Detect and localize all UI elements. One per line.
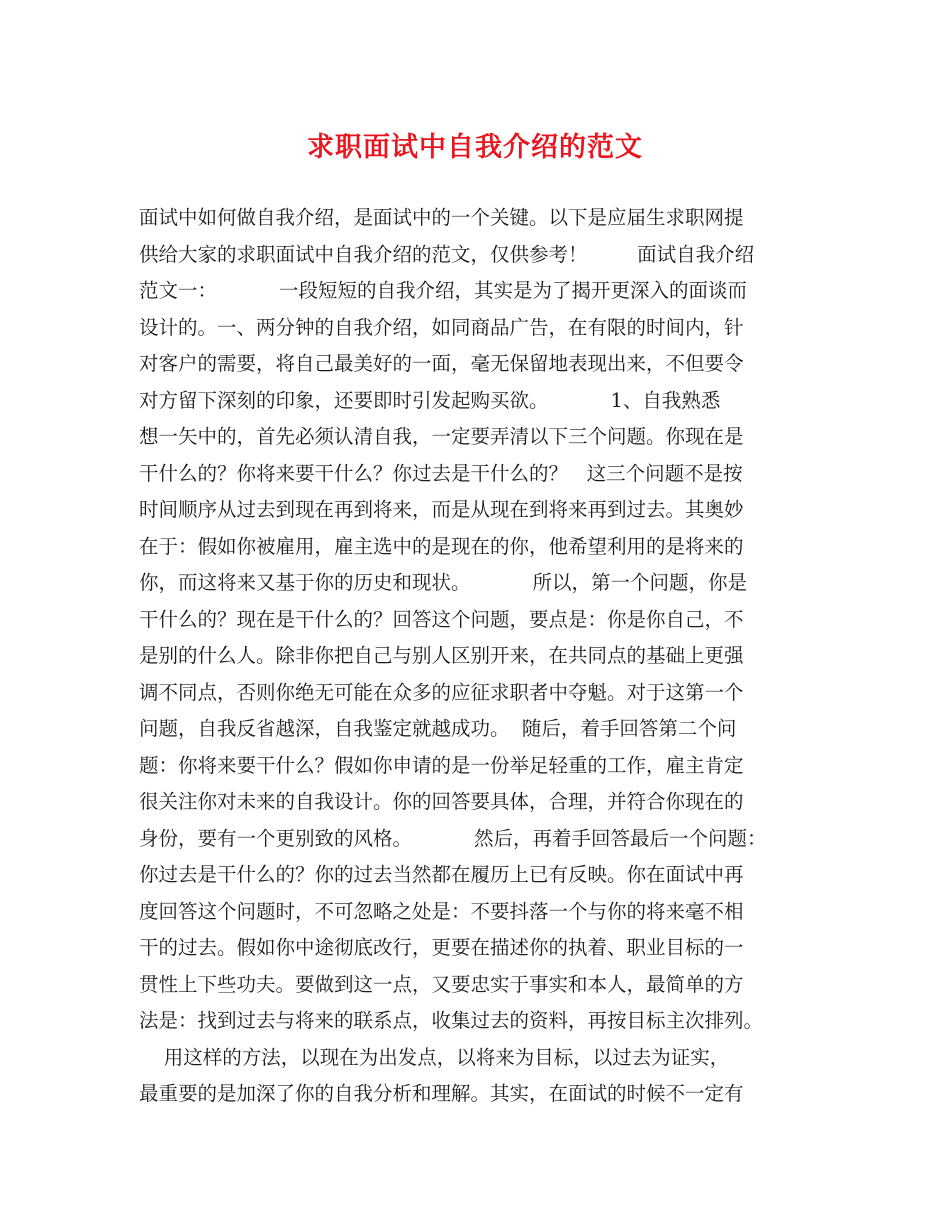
- body-line: 你，而这将来又基于你的历史和现状。 所以，第一个问题，你是: [139, 571, 747, 594]
- body-line: 很关注你对未来的自我设计。你的回答要具体，合理，并符合你现在的: [139, 790, 744, 813]
- body-line: 问题，自我反省越深，自我鉴定就越成功。 随后，着手回答第二个问: [139, 717, 737, 740]
- body-line: 身份，要有一个更别致的风格。 然后，再着手回答最后一个问题：: [139, 826, 767, 850]
- body-line: 用这样的方法，以现在为出发点，以将来为目标，以过去为证实，: [139, 1045, 730, 1069]
- body-line: 对客户的需要，将自己最美好的一面，毫无保留地表现出来，不但要令: [139, 352, 744, 375]
- body-line: 在于：假如你被雇用，雇主选中的是现在的你，他希望利用的是将来的: [139, 534, 744, 558]
- body-line: 干什么的？你将来要干什么？你过去是干什么的？ 这三个问题不是按: [139, 461, 743, 485]
- body-line: 题：你将来要干什么？假如你申请的是一份举足轻重的工作，雇主肯定: [139, 753, 744, 777]
- body-line: 干什么的？现在是干什么的？回答这个问题，要点是：你是你自己，不: [139, 607, 744, 631]
- body-line: 是别的什么人。除非你把自己与别人区别开来，在共同点的基础上更强: [139, 644, 744, 667]
- body-line: 你过去是干什么的？你的过去当然都在履历上已有反映。你在面试中再: [139, 863, 744, 886]
- body-line: 干的过去。假如你中途彻底改行，更要在描述你的执着、职业目标的一: [139, 936, 744, 959]
- body-line: 范文一： 一段短短的自我介绍，其实是为了揭开更深入的面谈而: [139, 279, 747, 302]
- body-line: 供给大家的求职面试中自我介绍的范文，仅供参考！ 面试自我介绍: [139, 242, 755, 266]
- body-line: 度回答这个问题时，不可忽略之处是：不要抖落一个与你的将来毫不相: [139, 899, 744, 923]
- body-line: 想一矢中的，首先必须认清自我，一定要弄清以下三个问题。你现在是: [139, 425, 744, 448]
- body-line: 贯性上下些功夫。要做到这一点，又要忠实于事实和本人，最简单的方: [139, 972, 744, 996]
- document-body: [139, 200, 819, 1113]
- body-line: 最重要的是加深了你的自我分析和理解。其实，在面试的时候不一定有: [139, 1082, 744, 1105]
- document-title: 求职面试中自我介绍的范文: [307, 132, 643, 163]
- body-line: 法是：找到过去与将来的联系点，收集过去的资料，再按目标主次排列。: [139, 1009, 764, 1032]
- body-line: 调不同点，否则你绝无可能在众多的应征求职者中夺魁。对于这第一个: [139, 680, 744, 704]
- body-line: 面试中如何做自我介绍，是面试中的一个关键。以下是应届生求职网提: [139, 206, 744, 229]
- body-line: 对方留下深刻的印象，还要即时引发起购买欲。 1、自我熟悉: [139, 388, 721, 412]
- body-line: 时间顺序从过去到现在再到将来，而是从现在到将来再到过去。其奥妙: [139, 498, 744, 521]
- body-line: 设计的。一、两分钟的自我介绍，如同商品广告，在有限的时间内，针: [139, 315, 744, 339]
